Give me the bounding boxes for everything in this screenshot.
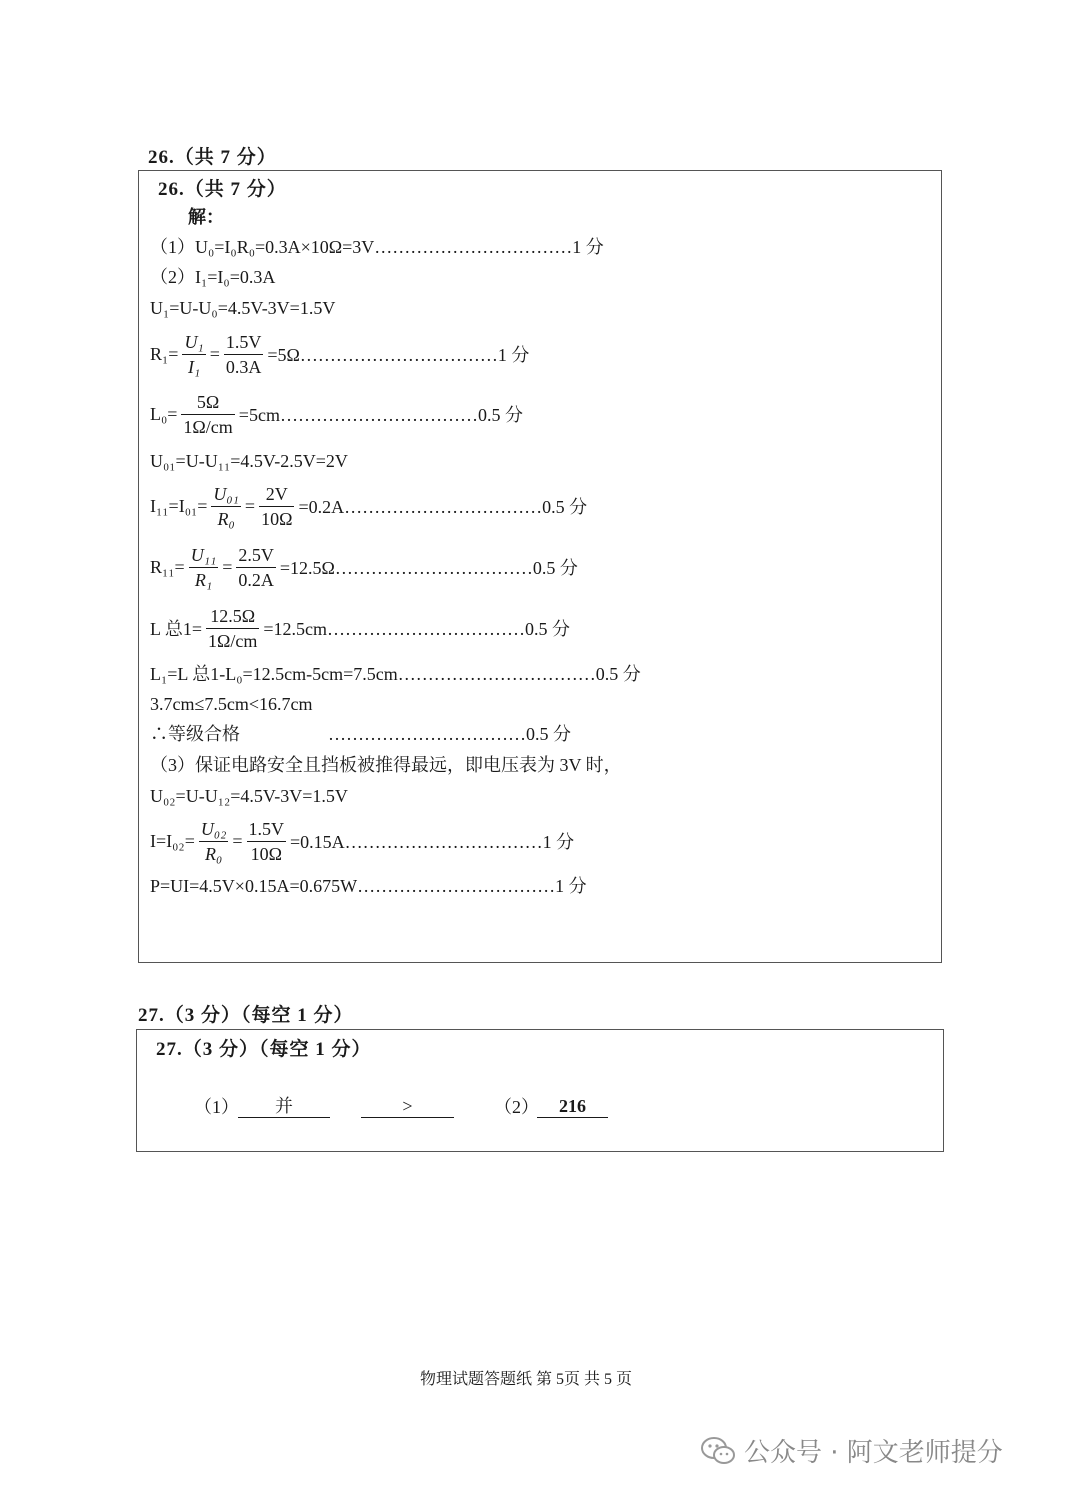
watermark	[700, 1432, 1003, 1469]
answer-blank-1: 并	[238, 1095, 330, 1118]
i-formula: I=I₀₂= $\frac{\text{U₀₂}}{\text{R₀}}$ = $\frac{1.5V}{10\Omega}$ =0.15A……………………………1 分	[150, 818, 575, 864]
step-1-line: （1）U₀=I₀R₀=0.3A×10Ω=3V……………………………1 分	[150, 237, 604, 257]
wechat-icon	[700, 1436, 736, 1466]
q27-outer-heading: 27.（3 分）（每空 1 分）	[138, 1005, 354, 1026]
u01-line: U₀₁=U-U₁₁=4.5V-2.5V=2V	[150, 451, 348, 471]
q26-inner-heading: 26.（共 7 分）	[158, 179, 287, 200]
solution-label: 解：	[188, 207, 224, 227]
answer-blank-3: 216	[537, 1095, 608, 1118]
page-footer: 物理试题答题纸 第 5页 共 5 页	[420, 1371, 633, 1388]
r11-formula: R₁₁= $\frac{\text{U₁₁}}{\text{R₁}}$ = $\frac{2.5V}{0.2A}$ =12.5Ω……………………………0.5 分	[150, 544, 578, 590]
q26-outer-heading: 26.（共 7 分）	[148, 147, 277, 168]
u1-line: U₁=U-U₀=4.5V-3V=1.5V	[150, 298, 336, 318]
l0-formula: L₀= $\frac{5\Omega}{1\Omega/cm}$ =5cm……………………………0.5 分	[150, 391, 523, 437]
r1-formula: R₁= $\frac{\text{U₁}}{\text{I₁}}$ = $\frac{1.5V}{0.3A}$ =5Ω……………………………1 分	[150, 331, 530, 377]
part-1-label: （1）	[194, 1097, 239, 1117]
step-3-line: （3）保证电路安全且挡板被推得最远，即电压表为 3V 时，	[150, 755, 622, 775]
i11-formula: I₁₁=I₀₁= $\frac{\text{U₀₁}}{\text{R₀}}$ = $\frac{2V}{10\Omega}$ =0.2A……………………………0.5 分	[150, 483, 588, 529]
part-2-label: （2）	[494, 1097, 539, 1117]
u02-line: U₀₂=U-U₁₂=4.5V-3V=1.5V	[150, 786, 348, 806]
l-total-formula: L 总1= $\frac{12.5\Omega}{1\Omega/cm}$ =12.5cm……………………………0.5 分	[150, 605, 571, 651]
watermark-text: 公众号 · 阿文老师提分	[744, 1438, 1003, 1468]
answer-blank-2: >	[361, 1095, 454, 1118]
power-line: P=UI=4.5V×0.15A=0.675W……………………………1 分	[150, 876, 587, 896]
l1-line: L₁=L 总1-L₀=12.5cm-5cm=7.5cm……………………………0.5 分	[150, 664, 641, 684]
q27-inner-heading: 27.（3 分）（每空 1 分）	[156, 1039, 372, 1060]
conclusion-label: ∴等级合格	[150, 724, 240, 744]
range-line: 3.7cm≤7.5cm<16.7cm	[150, 694, 313, 714]
step-2-line: （2）I₁=I₀=0.3A	[150, 267, 276, 287]
conclusion-score: ……………………………0.5 分	[328, 724, 571, 744]
